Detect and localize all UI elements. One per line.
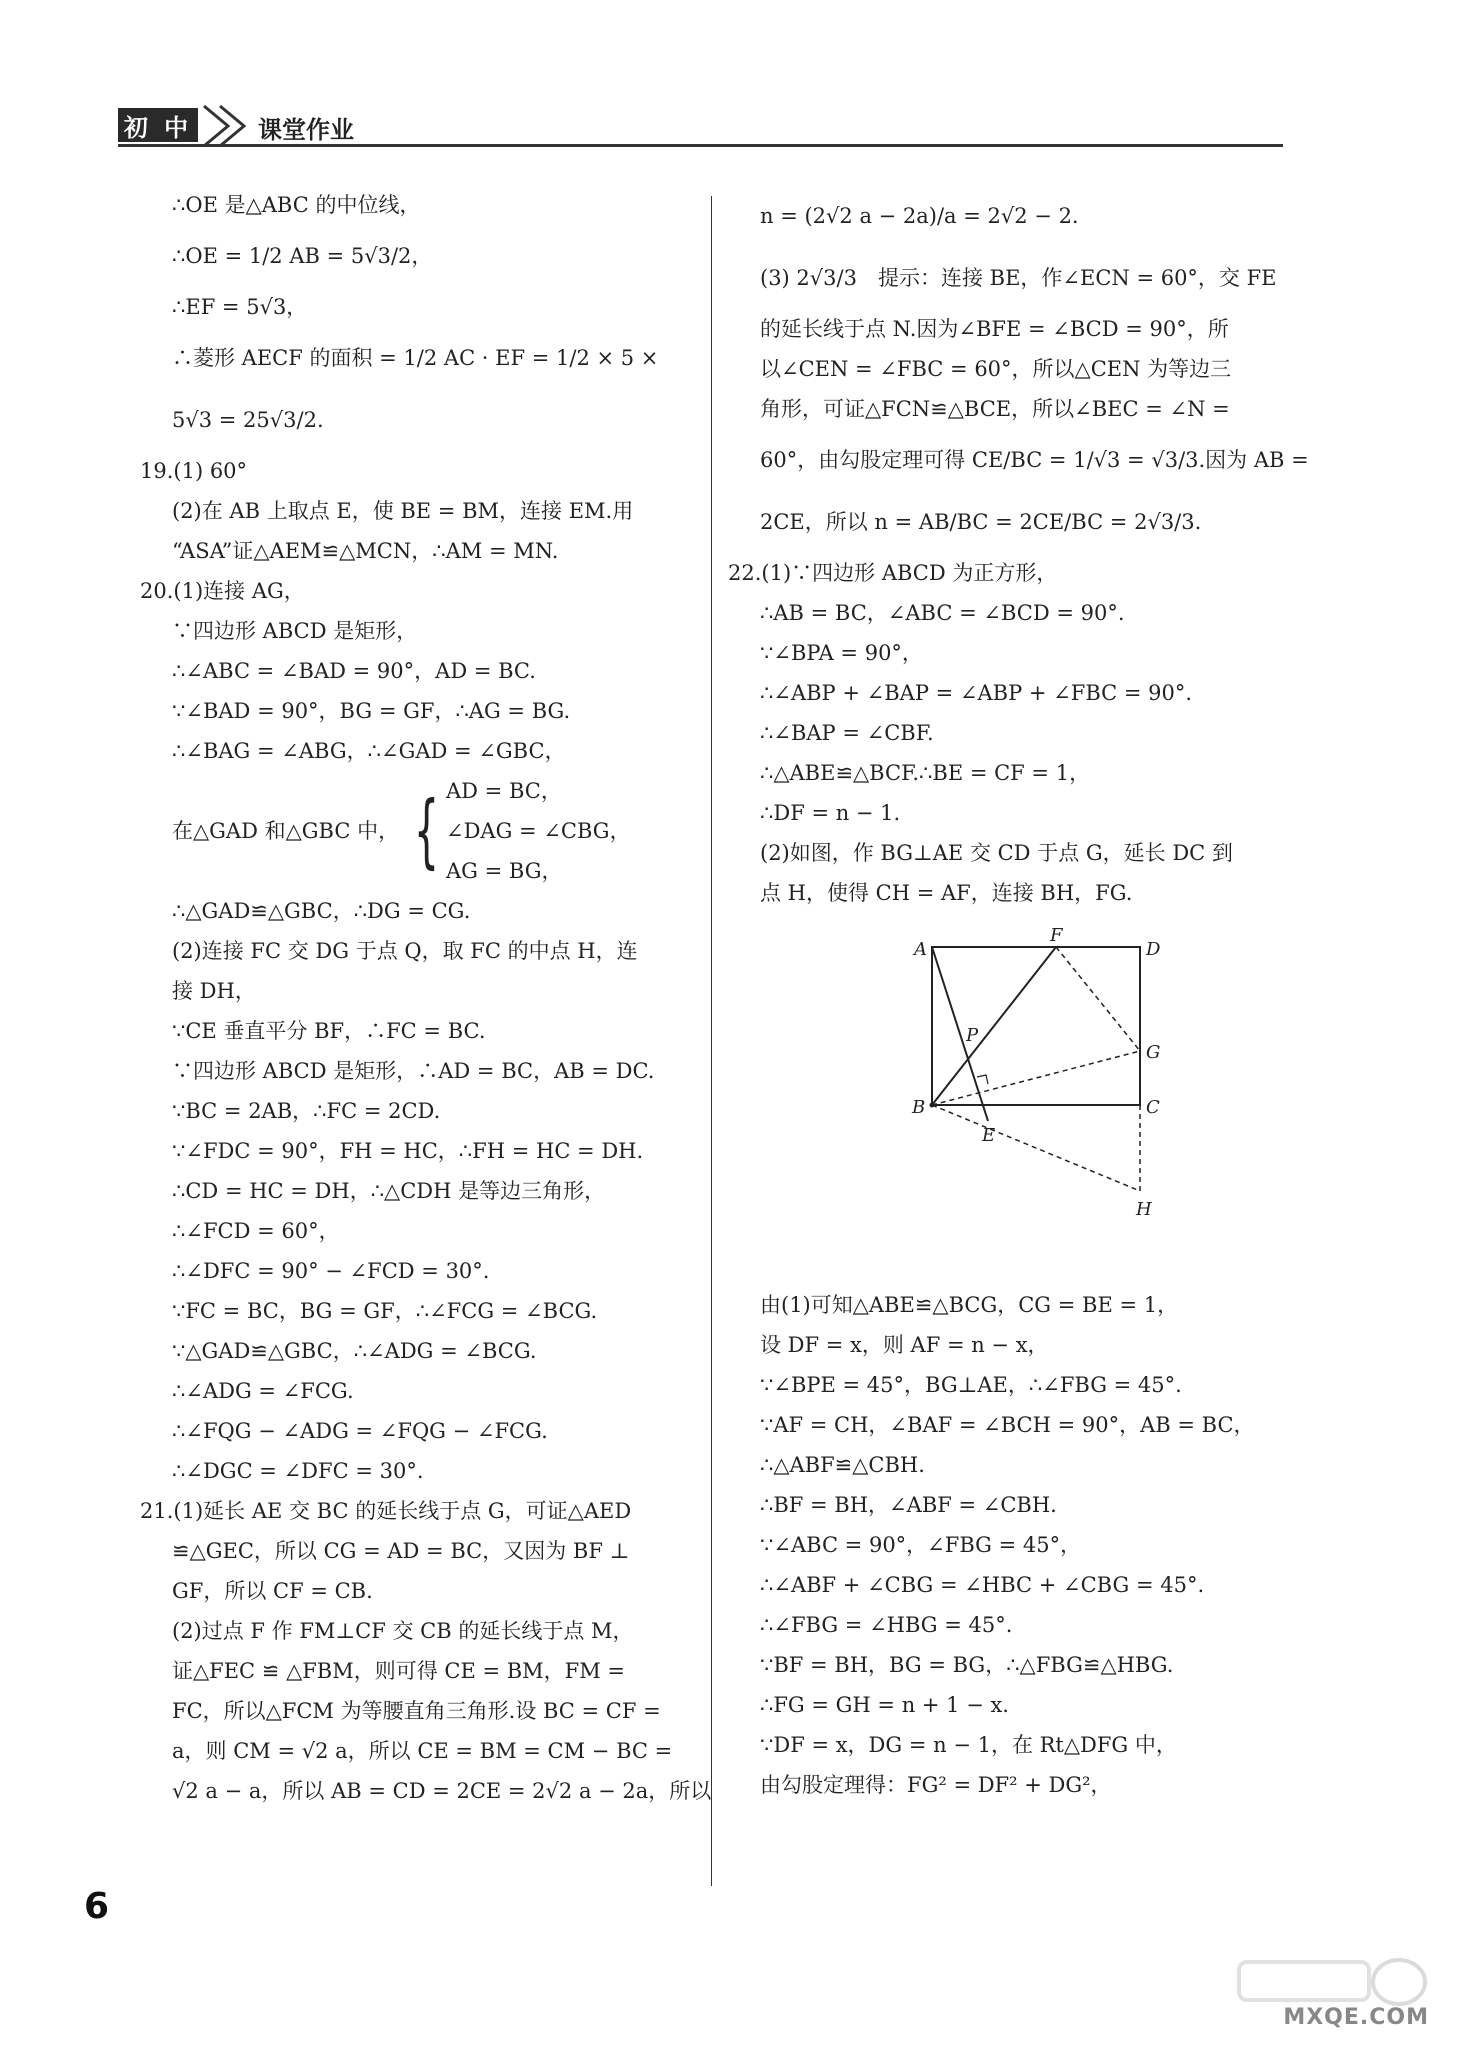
brace-line: AD = BC， <box>446 779 562 803</box>
brace-line: ∠DAG = ∠CBG， <box>446 819 631 843</box>
text-line: (2)如图，作 BG⊥AE 交 CD 于点 G，延长 DC 到 <box>760 841 1233 865</box>
left-brace-icon: { <box>413 784 440 877</box>
text-line: 2CE，所以 n = AB/BC = 2CE/BC = 2√3/3. <box>760 510 1202 534</box>
brace-lines <box>446 771 631 891</box>
text-line: ∵四边形 ABCD 是矩形，∴AD = BC，AB = DC. <box>172 1059 655 1083</box>
text-line: 的延长线于点 N.因为∠BFE = ∠BCD = 90°，所 <box>760 317 1229 341</box>
column-divider <box>711 196 712 1886</box>
text-line: ∴OE 是△ABC 的中位线， <box>172 193 421 217</box>
geometry-figure <box>880 925 1170 1275</box>
text-line: 以∠CEN = ∠FBC = 60°，所以△CEN 为等边三 <box>760 357 1232 381</box>
text-line: ∴∠BAP = ∠CBF. <box>760 721 934 745</box>
text-line: ∵CE 垂直平分 BF，∴FC = BC. <box>172 1019 486 1043</box>
text-line: 60°，由勾股定理可得 CE/BC = 1/√3 = √3/3.因为 AB = <box>760 448 1309 472</box>
text-line: ∴△ABE≌△BCF.∴BE = CF = 1， <box>760 761 1091 785</box>
text-line: ∴∠ABP + ∠BAP = ∠ABP + ∠FBC = 90°. <box>760 681 1193 705</box>
label-b: B <box>912 1097 926 1118</box>
question-21: 21.(1)延长 AE 交 BC 的延长线于点 G，可证△AED <box>140 1499 632 1523</box>
left-column <box>140 185 712 1811</box>
brace-line: AG = BG， <box>446 859 563 883</box>
brace-system <box>172 771 702 891</box>
text-line: 5√3 = 25√3/2. <box>172 408 324 432</box>
grade-badge: 初 中 <box>118 108 198 142</box>
header-rule <box>118 144 1283 147</box>
text-line: FC，所以△FCM 为等腰直角三角形.设 BC = CF = <box>172 1699 661 1723</box>
text-line: ∵四边形 ABCD 是矩形， <box>172 619 418 643</box>
square-abcd <box>932 947 1140 1105</box>
text-line: 接 DH， <box>172 979 256 1003</box>
text-line: (3) 2√3/3 提示：连接 BE，作∠ECN = 60°，交 FE <box>760 266 1277 290</box>
segment-bg <box>932 1051 1140 1105</box>
text-line: ∴FG = GH = n + 1 − x. <box>760 1693 1009 1717</box>
text-line: ∴∠FBG = ∠HBG = 45°. <box>760 1613 1013 1637</box>
text-line: (2)连接 FC 交 DG 于点 Q，取 FC 的中点 H，连 <box>172 939 638 963</box>
label-c: C <box>1146 1097 1160 1118</box>
text-line: ∵△GAD≌△GBC，∴∠ADG = ∠BCG. <box>172 1339 537 1363</box>
text-line: 由(1)可知△ABE≌△BCG，CG = BE = 1， <box>760 1293 1179 1317</box>
text-line: ∴∠ABF + ∠CBG = ∠HBC + ∠CBG = 45°. <box>760 1573 1205 1597</box>
text-line: n = (2√2 a − 2a)/a = 2√2 − 2. <box>760 204 1079 228</box>
text-line: ∴BF = BH，∠ABF = ∠CBH. <box>760 1493 1057 1517</box>
text-line: ∵FC = BC，BG = GF，∴∠FCG = ∠BCG. <box>172 1299 598 1323</box>
text-line: 设 DF = x，则 AF = n − x， <box>760 1333 1049 1357</box>
text-line: ∵BF = BH，BG = BG，∴△FBG≌△HBG. <box>760 1653 1174 1677</box>
brace-prefix: 在△GAD 和△GBC 中， <box>172 819 400 843</box>
text-line: ∴△GAD≌△GBC，∴DG = CG. <box>172 899 471 923</box>
segment-bf <box>932 947 1056 1105</box>
text-line: 证△FEC ≌ △FBM，则可得 CE = BM，FM = <box>172 1659 626 1683</box>
text-line: ∴△ABF≌△CBH. <box>760 1453 925 1477</box>
label-p: P <box>966 1025 979 1046</box>
text-line: ∵DF = x，DG = n − 1，在 Rt△DFG 中， <box>760 1733 1177 1757</box>
question-20: 20.(1)连接 AG， <box>140 579 305 603</box>
text-line: ∵BC = 2AB，∴FC = 2CD. <box>172 1099 441 1123</box>
text-line: ∴∠DFC = 90° − ∠FCD = 30°. <box>172 1259 490 1283</box>
text-line: ∴菱形 AECF 的面积 = 1/2 AC · EF = 1/2 × 5 × <box>172 346 659 370</box>
text-line: ∴∠BAG = ∠ABG，∴∠GAD = ∠GBC， <box>172 739 566 763</box>
watermark-text: MXQE.COM <box>1283 2005 1429 2030</box>
text-line: 由勾股定理得：FG² = DF² + DG²， <box>760 1773 1112 1797</box>
text-line: ∴OE = 1/2 AB = 5√3/2， <box>172 244 433 268</box>
point-b-dot <box>930 1103 935 1108</box>
text-line: 点 H，使得 CH = AF，连接 BH，FG. <box>760 881 1133 905</box>
text-line: ∵∠BAD = 90°，BG = GF，∴AG = BG. <box>172 699 571 723</box>
text-line: ∵∠FDC = 90°，FH = HC，∴FH = HC = DH. <box>172 1139 644 1163</box>
label-d: D <box>1146 939 1161 960</box>
segment-bh <box>932 1105 1140 1191</box>
page-number: 6 <box>84 1886 110 1927</box>
segment-fg <box>1056 947 1140 1051</box>
text-line: ∴AB = BC，∠ABC = ∠BCD = 90°. <box>760 601 1125 625</box>
label-f: F <box>1050 925 1063 946</box>
text-line: ∴∠FQG − ∠ADG = ∠FQG − ∠FCG. <box>172 1419 548 1443</box>
book-title: 课堂作业 <box>258 116 354 144</box>
text-line: ∴DF = n − 1. <box>760 801 901 825</box>
question-19: 19.(1) 60° <box>140 459 248 483</box>
text-line: (2)在 AB 上取点 E，使 BE = BM，连接 EM.用 <box>172 499 634 523</box>
right-angle-mark <box>977 1075 988 1084</box>
text-line: ∴∠DGC = ∠DFC = 30°. <box>172 1459 424 1483</box>
label-g: G <box>1146 1042 1161 1063</box>
text-line: ∴∠ABC = ∠BAD = 90°，AD = BC. <box>172 659 536 683</box>
question-22: 22.(1)∵四边形 ABCD 为正方形， <box>728 561 1058 585</box>
text-line: ∴CD = HC = DH，∴△CDH 是等边三角形， <box>172 1179 606 1203</box>
text-line: ≌△GEC，所以 CG = AD = BC，又因为 BF ⊥ <box>172 1539 630 1563</box>
text-line: ∴∠ADG = ∠FCG. <box>172 1379 354 1403</box>
text-line: ∵AF = CH，∠BAF = ∠BCH = 90°，AB = BC， <box>760 1413 1255 1437</box>
right-column <box>728 185 1309 1805</box>
text-line: ∴∠FCD = 60°， <box>172 1219 340 1243</box>
text-line: √2 a − a，所以 AB = CD = 2CE = 2√2 a − 2a，所以 <box>172 1779 712 1803</box>
text-line: ∴EF = 5√3， <box>172 295 308 319</box>
text-line: ∵∠ABC = 90°，∠FBG = 45°， <box>760 1533 1082 1557</box>
text-line: 角形，可证△FCN≌△BCE，所以∠BEC = ∠N = <box>760 397 1230 421</box>
page-header <box>118 104 1283 144</box>
label-e: E <box>982 1125 996 1146</box>
text-line: ∵∠BPA = 90°， <box>760 641 923 665</box>
label-h: H <box>1136 1199 1152 1220</box>
label-a: A <box>914 939 927 960</box>
text-line: ∵∠BPE = 45°，BG⊥AE，∴∠FBG = 45°. <box>760 1373 1182 1397</box>
text-line: “ASA”证△AEM≌△MCN，∴AM = MN. <box>172 539 559 563</box>
text-line: (2)过点 F 作 FM⊥CF 交 CB 的延长线于点 M， <box>172 1619 634 1643</box>
text-line: a，则 CM = √2 a，所以 CE = BM = CM − BC = <box>172 1739 673 1763</box>
text-line: GF，所以 CF = CB. <box>172 1579 373 1603</box>
